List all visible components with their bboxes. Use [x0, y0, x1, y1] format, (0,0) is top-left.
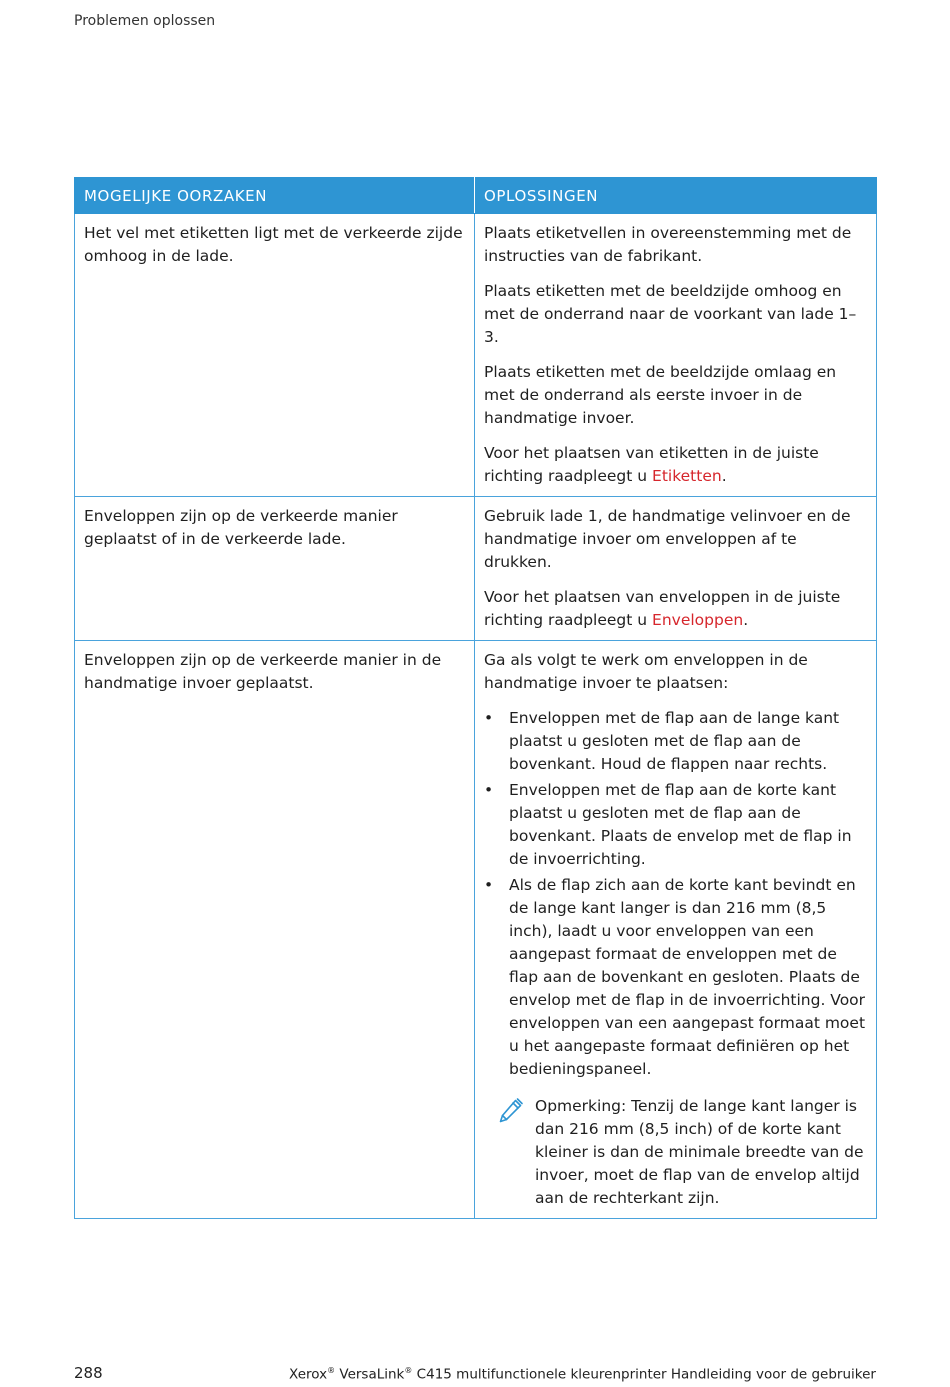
solution-cell — [475, 641, 877, 1219]
reference-prefix: Voor het plaatsen van etiketten in de juiste richting raadpleegt u — [484, 444, 819, 485]
footer-doc-title: C415 multifunctionele kleurenprinter Handleiding voor de gebruiker — [412, 1366, 876, 1383]
solution-text: Plaats etiketten met de beeldzijde omhoog en met de onderrand naar de voorkant van lade 1–3. — [484, 282, 857, 346]
cause-cell — [75, 641, 475, 1219]
labels-link[interactable]: Etiketten — [652, 467, 722, 485]
solution-cell — [475, 214, 877, 497]
pencil-icon — [496, 1097, 524, 1125]
reference-suffix: . — [743, 611, 749, 629]
table-header-row — [75, 178, 877, 214]
reference-text — [484, 586, 867, 632]
reference-suffix: . — [721, 467, 727, 485]
solution-intro: Ga als volgt te werk om enveloppen in de handmatige invoer te plaatsen: — [484, 651, 808, 692]
list-item-text: Enveloppen met de flap aan de korte kant plaatst u gesloten met de flap aan de bovenkant. Plaats de envelop met de flap in de invoerrichting. — [509, 781, 852, 868]
bullet-marker: • — [484, 781, 494, 799]
cause-text: Enveloppen zijn op de verkeerde manier geplaatst of in de verkeerde lade. — [84, 507, 398, 548]
registered-mark: ® — [327, 1366, 336, 1375]
bullet-list — [484, 707, 867, 1081]
note-text: Opmerking: Tenzij de lange kant langer is dan 216 mm (8,5 inch) of de korte kant kleiner is dan de minimale breedte van de invoer, moet de flap van de envelop altijd aan de rechterkant zijn. — [535, 1097, 864, 1207]
troubleshooting-table — [74, 177, 877, 1219]
list-item — [484, 779, 867, 871]
table-row — [75, 497, 877, 641]
solution-text: Plaats etiketten met de beeldzijde omlaag en met de onderrand als eerste invoer in de handmatige invoer. — [484, 363, 837, 427]
cause-cell — [75, 214, 475, 497]
note — [484, 1095, 867, 1210]
list-item-text: Als de flap zich aan de korte kant bevindt en de lange kant langer is dan 216 mm (8,5 inch), laadt u voor enveloppen van een aangepast formaat de enveloppen met de flap aan de bovenkant en gesloten. Plaats de envelop met de flap in de invoerrichting. Voor enveloppen van een aangepast formaat moet u het aangepaste formaat definiëren op het bedieningspaneel. — [509, 876, 866, 1078]
cause-text: Het vel met etiketten ligt met de verkeerde zijde omhoog in de lade. — [84, 224, 463, 265]
cause-cell — [75, 497, 475, 641]
cause-text: Enveloppen zijn op de verkeerde manier in de handmatige invoer geplaatst. — [84, 651, 442, 692]
footer-product: VersaLink — [335, 1366, 405, 1383]
solution-text: Gebruik lade 1, de handmatige velinvoer en de handmatige invoer om enveloppen af te drukken. — [484, 507, 851, 571]
running-header: Problemen oplossen — [74, 13, 216, 29]
list-item — [484, 707, 867, 776]
list-item — [484, 874, 867, 1081]
solution-text: Plaats etiketvellen in overeenstemming met de instructies van de fabrikant. — [484, 224, 852, 265]
column-header-causes: MOGELIJKE OORZAKEN — [75, 178, 475, 214]
footer-brand: Xerox — [289, 1366, 328, 1383]
footer-title — [289, 1366, 876, 1383]
reference-text — [484, 442, 867, 488]
envelopes-link[interactable]: Enveloppen — [652, 611, 744, 629]
column-header-solutions: OPLOSSINGEN — [475, 178, 877, 214]
bullet-marker: • — [484, 709, 494, 727]
table-row — [75, 214, 877, 497]
solution-cell — [475, 497, 877, 641]
bullet-marker: • — [484, 876, 494, 894]
reference-prefix: Voor het plaatsen van enveloppen in de juiste richting raadpleegt u — [484, 588, 841, 629]
registered-mark: ® — [404, 1366, 413, 1375]
list-item-text: Enveloppen met de flap aan de lange kant plaatst u gesloten met de flap aan de bovenkant. Houd de flappen naar rechts. — [509, 709, 840, 773]
table-row — [75, 641, 877, 1219]
page-number: 288 — [74, 1364, 103, 1382]
